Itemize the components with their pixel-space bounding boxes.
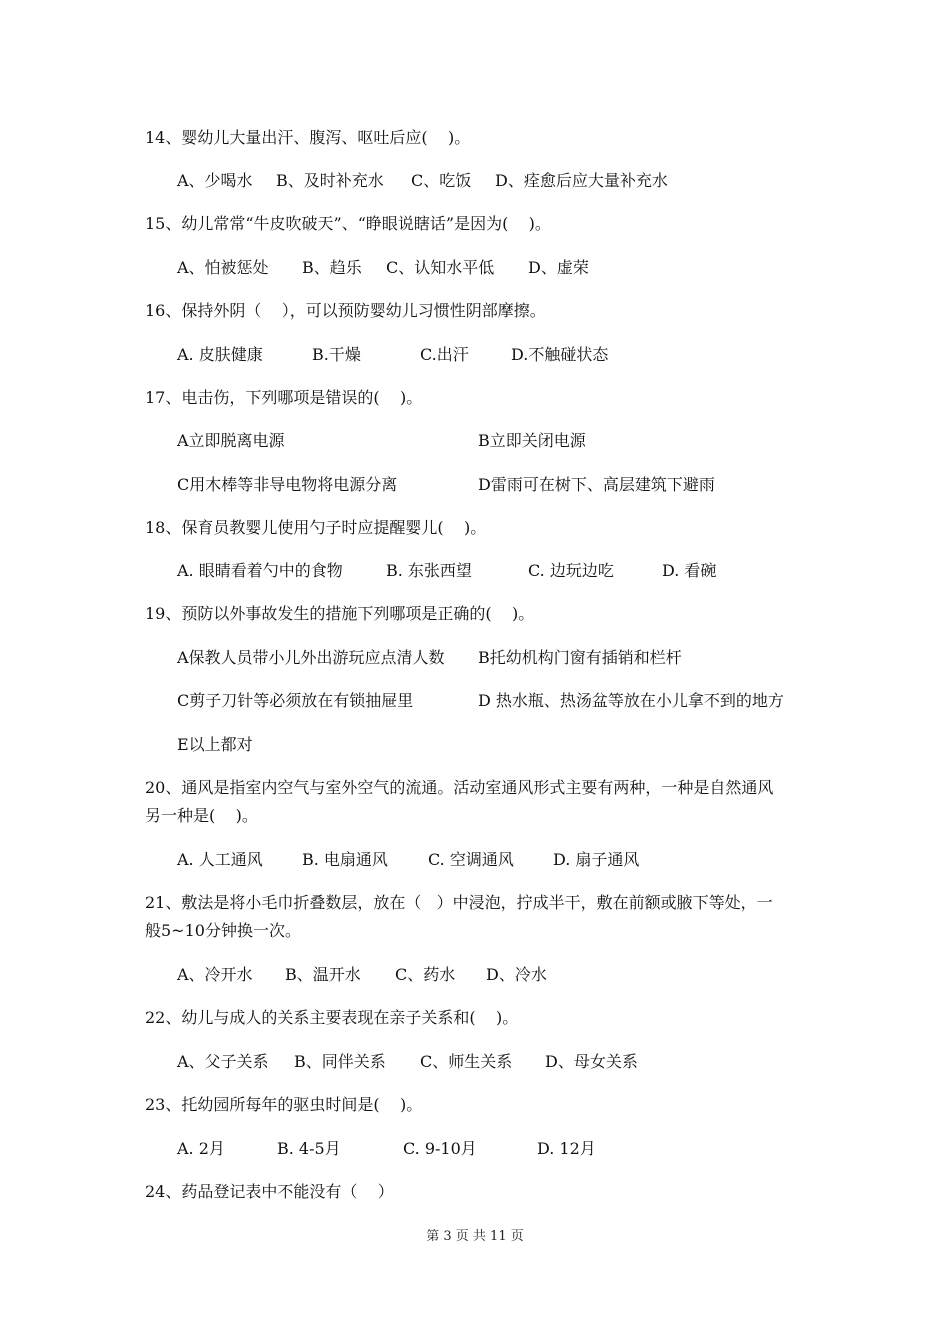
option-d: D、虚荣 bbox=[528, 258, 589, 277]
question-14-stem: 14、婴幼儿大量出汗、腹泻、呕吐后应( )。 bbox=[145, 128, 471, 147]
option-b: B.干燥 bbox=[312, 345, 361, 364]
option-a: A. 2月 bbox=[177, 1139, 225, 1158]
question-20-stem-continued: 另一种是( )。 bbox=[145, 806, 258, 825]
option-a: A. 人工通风 bbox=[177, 850, 263, 869]
question-22-stem: 22、幼儿与成人的关系主要表现在亲子关系和( )。 bbox=[145, 1008, 519, 1027]
option-b: B、温开水 bbox=[285, 965, 361, 984]
question-20-stem: 20、通风是指室内空气与室外空气的流通。活动室通风形式主要有两种，一种是自然通风 bbox=[145, 778, 774, 797]
question-19-option-a: A保教人员带小儿外出游玩应点清人数 bbox=[177, 648, 445, 667]
question-24-stem: 24、药品登记表中不能没有（ ） bbox=[145, 1182, 394, 1201]
question-19-option-b: B托幼机构门窗有插销和栏杆 bbox=[478, 648, 682, 667]
question-15-stem: 15、幼儿常常“牛皮吹破天”、“睁眼说瞎话”是因为( )。 bbox=[145, 214, 551, 233]
option-b: B. 电扇通风 bbox=[302, 850, 388, 869]
option-a: A、父子关系 bbox=[177, 1052, 269, 1071]
option-d: D. 看碗 bbox=[662, 561, 717, 580]
option-b: B、同伴关系 bbox=[294, 1052, 386, 1071]
question-21-stem: 21、敷法是将小毛巾折叠数层，放在（ ）中浸泡，拧成半干，敷在前额或腋下等处，一 bbox=[145, 893, 773, 912]
option-b: B. 4-5月 bbox=[277, 1139, 341, 1158]
option-c: C. 空调通风 bbox=[428, 850, 514, 869]
option-a: A、冷开水 bbox=[177, 965, 253, 984]
option-b: B、趋乐 bbox=[302, 258, 362, 277]
question-21-stem-continued: 般5~10分钟换一次。 bbox=[145, 921, 301, 940]
question-17-option-d: D雷雨可在树下、高层建筑下避雨 bbox=[478, 475, 715, 494]
option-b: B. 东张西望 bbox=[386, 561, 472, 580]
question-16-stem: 16、保持外阴（ ），可以预防婴幼儿习惯性阴部摩擦。 bbox=[145, 301, 546, 320]
option-b: B、及时补充水 bbox=[276, 171, 384, 190]
option-d: D. 扇子通风 bbox=[553, 850, 640, 869]
option-a: A. 眼睛看着勺中的食物 bbox=[177, 561, 343, 580]
page-number-footer: 第 3 页 共 11 页 bbox=[426, 1229, 524, 1244]
question-17-stem: 17、电击伤，下列哪项是错误的( )。 bbox=[145, 388, 423, 407]
option-d: D. 12月 bbox=[537, 1139, 596, 1158]
option-d: D.不触碰状态 bbox=[511, 345, 609, 364]
option-c: C、认知水平低 bbox=[386, 258, 495, 277]
option-c: C、药水 bbox=[395, 965, 456, 984]
option-c: C、师生关系 bbox=[420, 1052, 513, 1071]
question-23-stem: 23、托幼园所每年的驱虫时间是( )。 bbox=[145, 1095, 423, 1114]
option-c: C.出汗 bbox=[420, 345, 469, 364]
option-d: D、痊愈后应大量补充水 bbox=[495, 171, 668, 190]
question-19-option-d: D 热水瓶、热汤盆等放在小儿拿不到的地方 bbox=[478, 691, 784, 710]
option-a: A、怕被惩处 bbox=[177, 258, 269, 277]
option-c: C. 9-10月 bbox=[403, 1139, 477, 1158]
option-a: A、少喝水 bbox=[177, 171, 253, 190]
option-d: D、冷水 bbox=[486, 965, 547, 984]
question-17-option-b: B立即关闭电源 bbox=[478, 431, 586, 450]
option-d: D、母女关系 bbox=[545, 1052, 638, 1071]
question-17-option-a: A立即脱离电源 bbox=[177, 431, 285, 450]
option-a: A. 皮肤健康 bbox=[177, 345, 263, 364]
option-c: C. 边玩边吃 bbox=[528, 561, 614, 580]
question-19-option-c: C剪子刀针等必须放在有锁抽屉里 bbox=[177, 691, 414, 710]
question-17-option-c: C用木棒等非导电物将电源分离 bbox=[177, 475, 398, 494]
question-18-stem: 18、保育员教婴儿使用勺子时应提醒婴儿( )。 bbox=[145, 518, 487, 537]
option-c: C、吃饭 bbox=[411, 171, 472, 190]
question-19-option-e: E以上都对 bbox=[177, 735, 253, 754]
question-19-stem: 19、预防以外事故发生的措施下列哪项是正确的( )。 bbox=[145, 604, 535, 623]
